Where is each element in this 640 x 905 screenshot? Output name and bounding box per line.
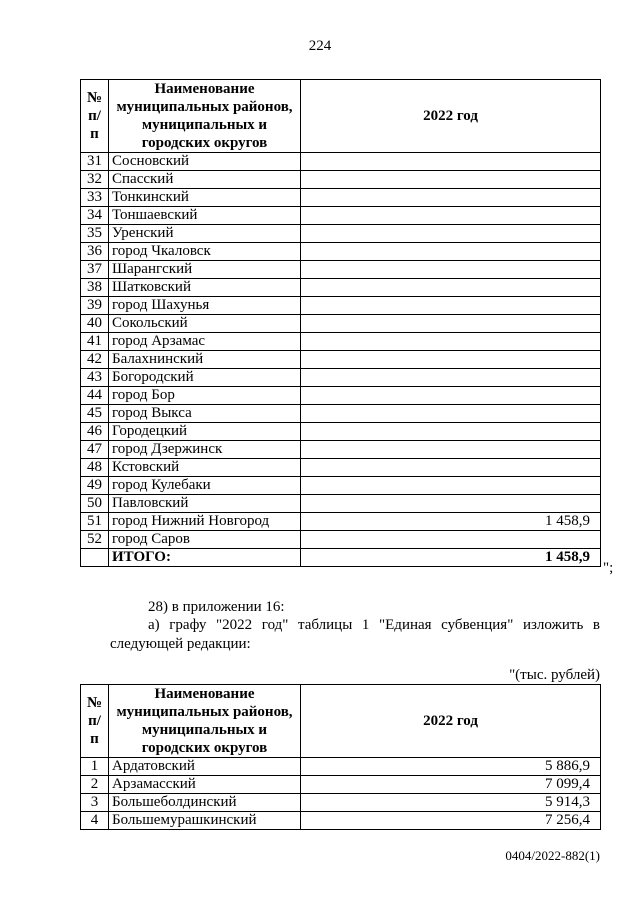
row-number: 40: [81, 315, 109, 333]
row-value: [301, 153, 601, 171]
row-name: город Бор: [109, 387, 301, 405]
row-number: 51: [81, 513, 109, 531]
row-value: 5 914,3: [301, 794, 601, 812]
row-value: [301, 315, 601, 333]
row-value: [301, 441, 601, 459]
document-code: 0404/2022-882(1): [505, 848, 600, 863]
row-number: 48: [81, 459, 109, 477]
row-name: Тоншаевский: [109, 207, 301, 225]
column-header-year: 2022 год: [301, 80, 601, 153]
table-row: [81, 279, 601, 297]
row-value: [301, 261, 601, 279]
table-row: [81, 351, 601, 369]
row-number: 37: [81, 261, 109, 279]
table-row: [81, 531, 601, 549]
table-row: [81, 405, 601, 423]
row-value: [301, 225, 601, 243]
table-row: [81, 297, 601, 315]
row-name: Шарангский: [109, 261, 301, 279]
table-row: [81, 225, 601, 243]
table-row: [81, 513, 601, 531]
row-number: 4: [81, 812, 109, 830]
column-header-name: Наименование муниципальных районов, муниципальных и городских округов: [109, 80, 301, 153]
row-name: город Шахунья: [109, 297, 301, 315]
row-number: 44: [81, 387, 109, 405]
row-number: 34: [81, 207, 109, 225]
row-value: [301, 279, 601, 297]
table-row: [81, 794, 601, 812]
row-value: [301, 423, 601, 441]
row-name: город Выкса: [109, 405, 301, 423]
table-row: [81, 189, 601, 207]
row-value: [301, 495, 601, 513]
table-row: [81, 477, 601, 495]
row-value: [301, 459, 601, 477]
row-number: 32: [81, 171, 109, 189]
closing-quote: ";: [603, 560, 614, 576]
unit-note: "(тыс. рублей): [509, 667, 600, 683]
row-number: 52: [81, 531, 109, 549]
row-value: [301, 207, 601, 225]
page-number: 224: [308, 38, 332, 54]
table-row: [81, 387, 601, 405]
amendment-paragraph-28: 28) в приложении 16:: [148, 599, 285, 615]
table-row: [81, 369, 601, 387]
amendment-paragraph-a: а) графу "2022 год" таблицы 1 "Единая субвенция" изложить в следующей редакции:: [110, 617, 600, 652]
row-number: 42: [81, 351, 109, 369]
total-label: ИТОГО:: [109, 549, 301, 567]
row-value: 1 458,9: [301, 513, 601, 531]
row-number: 2: [81, 776, 109, 794]
row-name: Павловский: [109, 495, 301, 513]
table-total-row: [81, 549, 601, 567]
row-number: 45: [81, 405, 109, 423]
row-name: Спасский: [109, 171, 301, 189]
row-number: 47: [81, 441, 109, 459]
row-name: Кстовский: [109, 459, 301, 477]
row-value: [301, 477, 601, 495]
row-name: город Дзержинск: [109, 441, 301, 459]
row-name: Большемурашкинский: [109, 812, 301, 830]
row-name: Арзамасский: [109, 776, 301, 794]
table-header-row: [81, 80, 601, 153]
row-number: 3: [81, 794, 109, 812]
row-name: Сосновский: [109, 153, 301, 171]
row-value: [301, 405, 601, 423]
row-value: [301, 351, 601, 369]
row-number: 39: [81, 297, 109, 315]
row-number: 49: [81, 477, 109, 495]
row-name: город Кулебаки: [109, 477, 301, 495]
row-name: город Саров: [109, 531, 301, 549]
table-row: [81, 812, 601, 830]
row-number: 46: [81, 423, 109, 441]
row-value: 7 099,4: [301, 776, 601, 794]
row-value: 7 256,4: [301, 812, 601, 830]
table-row: [81, 423, 601, 441]
row-name: Уренский: [109, 225, 301, 243]
table-row: [81, 171, 601, 189]
table-row: [81, 207, 601, 225]
subvention-table-continued: [80, 79, 601, 567]
row-value: [301, 171, 601, 189]
table-row: [81, 441, 601, 459]
row-number: 1: [81, 758, 109, 776]
row-number: 35: [81, 225, 109, 243]
row-value: [301, 243, 601, 261]
table-row: [81, 315, 601, 333]
unified-subvention-table: [80, 684, 601, 830]
row-number: 36: [81, 243, 109, 261]
table-row: [81, 261, 601, 279]
row-value: 5 886,9: [301, 758, 601, 776]
row-name: Шатковский: [109, 279, 301, 297]
row-name: Балахнинский: [109, 351, 301, 369]
row-value: [301, 189, 601, 207]
row-number: 33: [81, 189, 109, 207]
column-header-number: № п/п: [81, 80, 109, 153]
row-number: 43: [81, 369, 109, 387]
row-value: [301, 297, 601, 315]
row-number: 38: [81, 279, 109, 297]
table-row: [81, 459, 601, 477]
table-row: [81, 776, 601, 794]
row-number: 31: [81, 153, 109, 171]
table-header-row: [81, 685, 601, 758]
row-name: Ардатовский: [109, 758, 301, 776]
table-row: [81, 495, 601, 513]
row-name: Большеболдинский: [109, 794, 301, 812]
row-value: [301, 369, 601, 387]
row-name: Тонкинский: [109, 189, 301, 207]
row-number: 41: [81, 333, 109, 351]
column-header-name: Наименование муниципальных районов, муниципальных и городских округов: [109, 685, 301, 758]
column-header-year: 2022 год: [301, 685, 601, 758]
row-name: город Нижний Новгород: [109, 513, 301, 531]
table-row: [81, 333, 601, 351]
total-value: 1 458,9: [301, 549, 601, 567]
row-name: город Арзамас: [109, 333, 301, 351]
table-row: [81, 758, 601, 776]
row-value: [301, 333, 601, 351]
row-name: Богородский: [109, 369, 301, 387]
table-row: [81, 153, 601, 171]
row-name: Сокольский: [109, 315, 301, 333]
row-name: город Чкаловск: [109, 243, 301, 261]
row-number: 50: [81, 495, 109, 513]
row-name: Городецкий: [109, 423, 301, 441]
row-value: [301, 531, 601, 549]
table-row: [81, 243, 601, 261]
column-header-number: № п/п: [81, 685, 109, 758]
row-value: [301, 387, 601, 405]
